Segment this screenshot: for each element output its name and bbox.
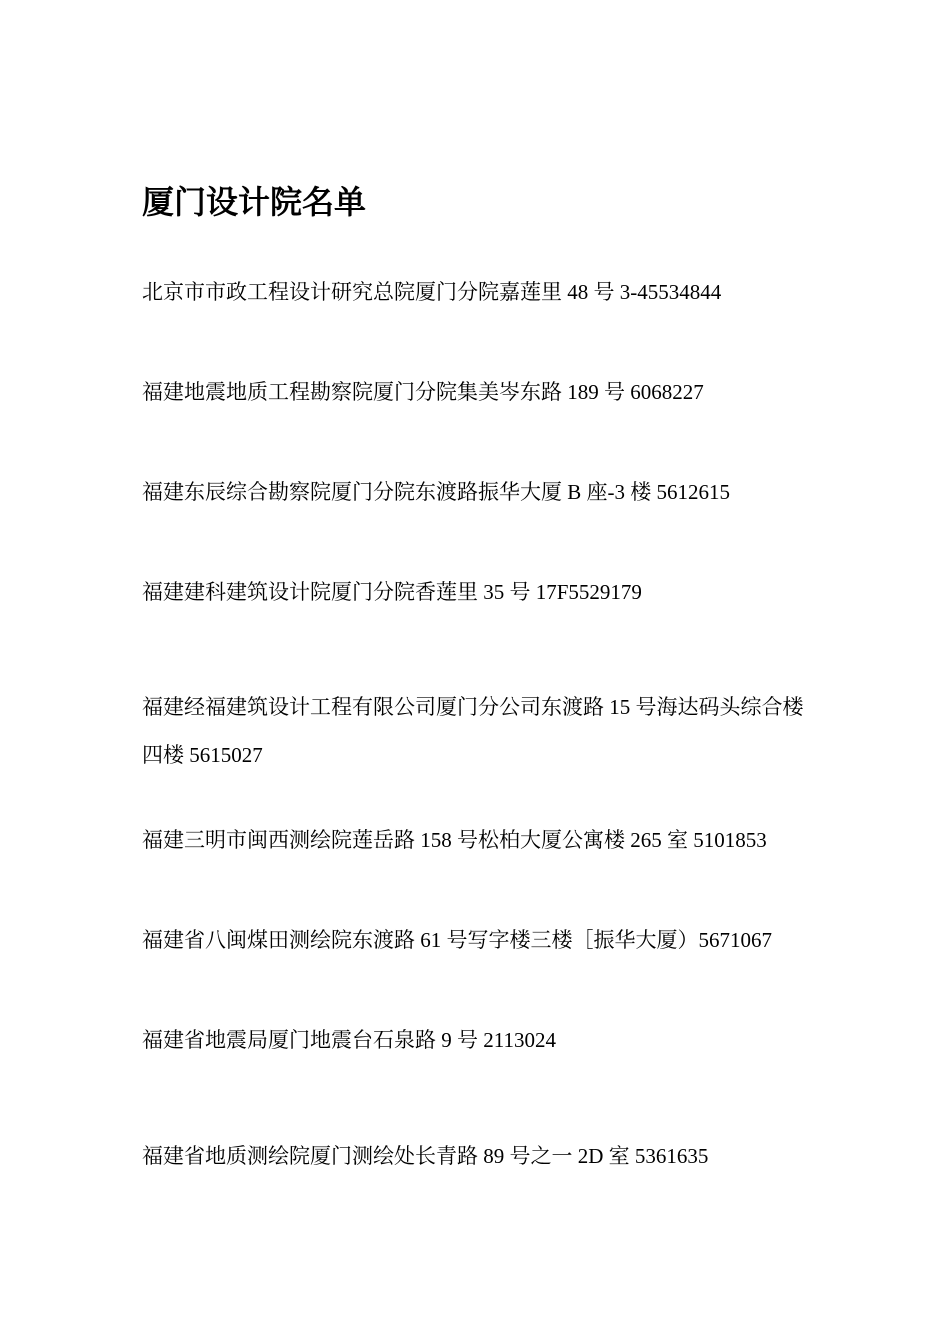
list-item: 福建经福建筑设计工程有限公司厦门分公司东渡路 15 号海达码头综合楼四楼 5615027 xyxy=(142,695,804,767)
list-item: 福建省地质测绘院厦门测绘处长青路 89 号之一 2D 室 5361635 xyxy=(142,1144,709,1168)
list-item: 福建省八闽煤田测绘院东渡路 61 号写字楼三楼［振华大厦）5671067 xyxy=(142,928,772,952)
list-item: 北京市市政工程设计研究总院厦门分院嘉莲里 48 号 3-45534844 xyxy=(142,280,722,304)
list-item: 福建东辰综合勘察院厦门分院东渡路振华大厦 B 座-3 楼 5612615 xyxy=(142,480,730,504)
page-title: 厦门设计院名单 xyxy=(142,183,367,221)
list-item: 福建建科建筑设计院厦门分院香莲里 35 号 17F5529179 xyxy=(142,580,642,604)
list-item: 福建地震地质工程勘察院厦门分院集美岑东路 189 号 6068227 xyxy=(142,380,704,404)
list-item: 福建三明市闽西测绘院莲岳路 158 号松柏大厦公寓楼 265 室 5101853 xyxy=(142,828,767,852)
list-item: 福建省地震局厦门地震台石泉路 9 号 2113024 xyxy=(142,1028,556,1052)
